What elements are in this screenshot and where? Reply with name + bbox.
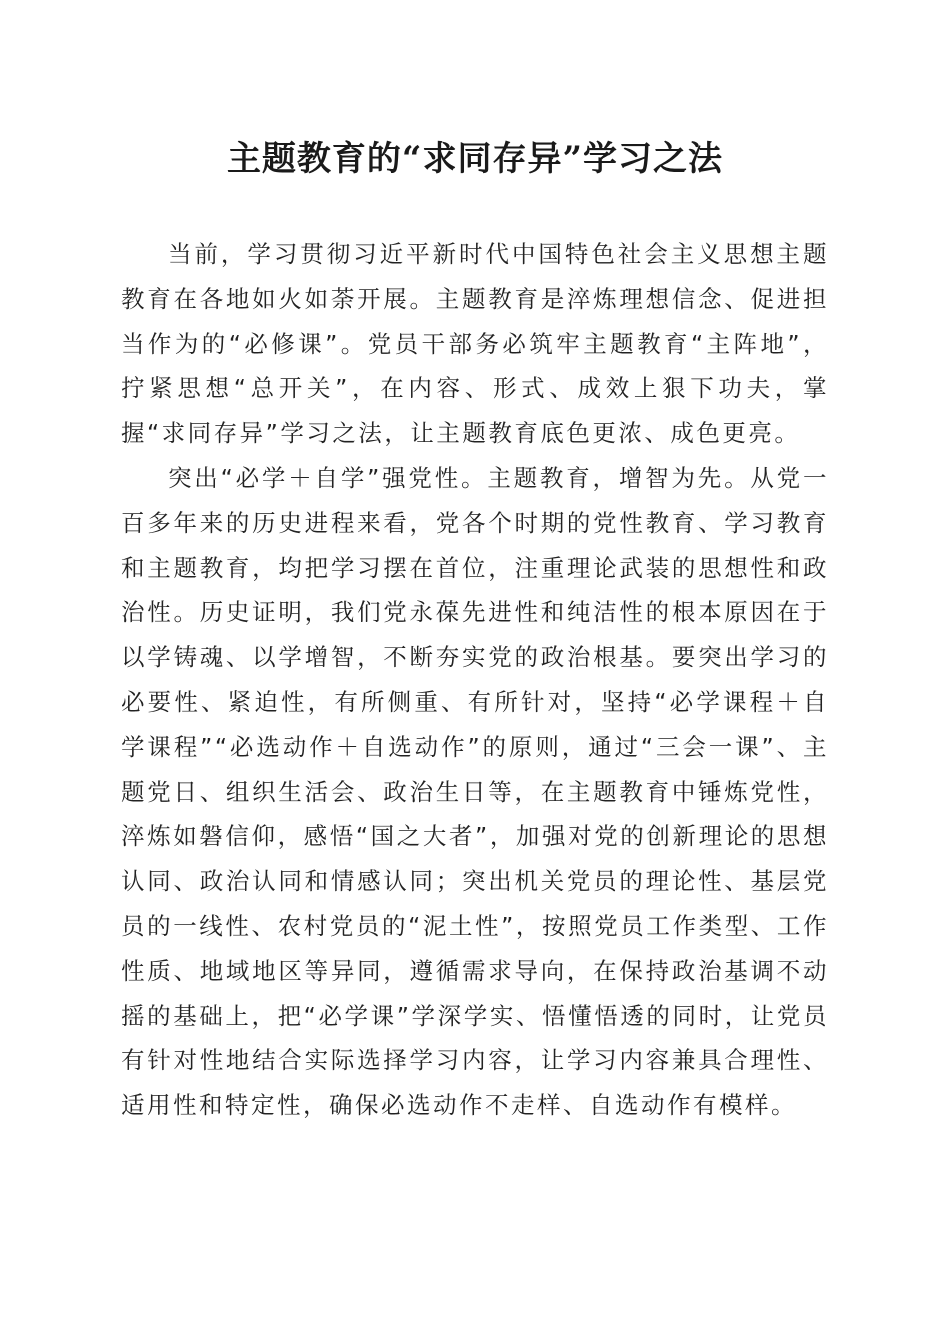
paragraph-study-method: 突出“必学＋自学”强党性。主题教育，增智为先。从党一百多年来的历史进程来看，党各个时期的党性教育、学习教育和主题教育，均把学习摆在首位，注重理论武装的思想性和政治性。历史证明，我们党永葆先进性和纯洁性的根本原因在于以学铸魂、以学增智，不断夯实党的政治根基。要突出学习的必要性、紧迫性，有所侧重、有所针对，坚持“必学课程＋自学课程”“必选动作＋自选动作”的原则，通过“三会一课”、主题党日、组织生活会、政治生日等，在主题教育中锤炼党性，淬炼如磐信仰，感悟“国之大者”，加强对党的创新理论的思想认同、政治认同和情感认同；突出机关党员的理论性、基层党员的一线性、农村党员的“泥土性”，按照党员工作类型、工作性质、地域地区等异同，遵循需求导向，在保持政治基调不动摇的基础上，把“必学课”学深学实、悟懂悟透的同时，让党员有针对性地结合实际选择学习内容，让学习内容兼具合理性、适用性和特定性，确保必选动作不走样、自选动作有模样。 <box>121 463 829 1120</box>
paragraph-intro: 当前，学习贯彻习近平新时代中国特色社会主义思想主题教育在各地如火如荼开展。主题教育是淬炼理想信念、促进担当作为的“必修课”。党员干部务必筑牢主题教育“主阵地”，拧紧思想“总开关”，在内容、形式、成效上狠下功夫，掌握“求同存异”学习之法，让主题教育底色更浓、成色更亮。 <box>121 240 829 448</box>
document-body <box>121 232 829 1128</box>
document-title: 主题教育的“求同存异”学习之法 <box>226 139 724 179</box>
